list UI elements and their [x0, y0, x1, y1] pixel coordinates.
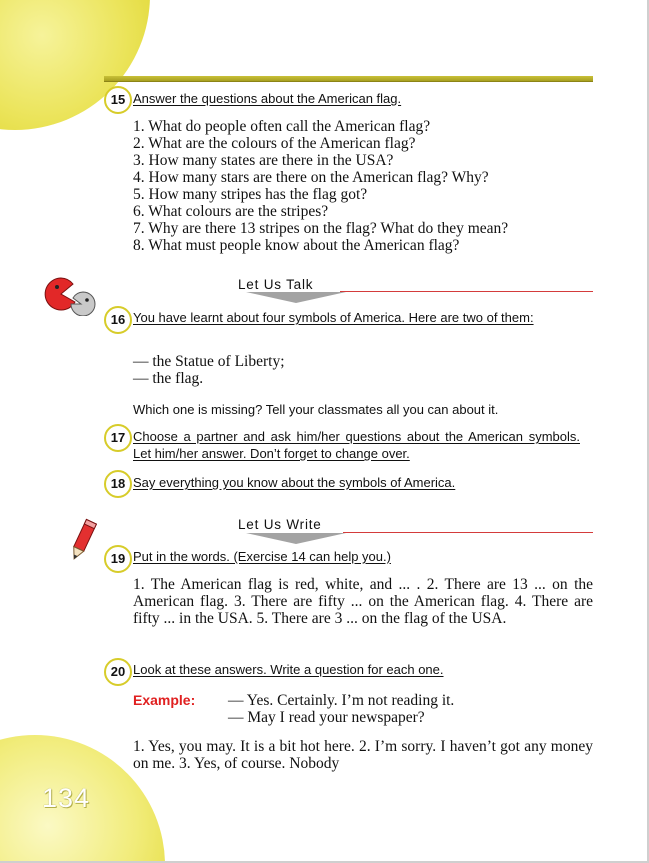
corner-decoration-top [0, 0, 150, 130]
exercise-20-text: 1. Yes, you may. It is a bit hot here. 2. I’m sorry. I haven’t got any money on me. 3. Yes, of course. Nobody [133, 738, 593, 772]
page-number: 134 [42, 783, 91, 813]
example-label: Example: [133, 692, 196, 708]
list-item: — the flag. [133, 370, 204, 387]
exercise-16-instruction: You have learnt about four symbols of America. Here are two of them: [133, 310, 534, 325]
exercise-16-items [133, 353, 285, 387]
question-item: 2. What are the colours of the American flag? [133, 135, 416, 152]
exercise-19-number: 19 [104, 545, 132, 573]
example-lines [228, 692, 454, 726]
exercise-15-questions [133, 118, 508, 254]
question-item: 8. What must people know about the American flag? [133, 237, 460, 254]
section-rule-talk [340, 291, 593, 292]
section-title-talk: Let Us Talk [238, 277, 314, 292]
question-item: 5. How many stripes has the flag got? [133, 186, 368, 203]
exercise-15-number: 15 [104, 86, 132, 114]
talking-heads-icon [43, 276, 99, 316]
exercise-18-instruction: Say everything you know about the symbols of America. [133, 475, 456, 490]
exercise-17-number: 17 [104, 424, 132, 452]
section-title-write: Let Us Write [238, 517, 322, 532]
exercise-19-text: 1. The American flag is red, white, and ... . 2. There are 13 ... on the American flag. 3. There are fifty ... on the American flag. 4. There are fifty ... in the USA. 5. There are 3 ... on the flag of the USA. [133, 576, 593, 627]
question-item: 6. What colours are the stripes? [133, 203, 329, 220]
exercise-17-instruction: Choose a partner and ask him/her questions about the American symbols. Let him/her answer. Don’t forget to change over. [133, 429, 580, 461]
question-item: 7. Why are there 13 stripes on the flag? What do they mean? [133, 220, 509, 237]
section-rule-write [343, 532, 593, 533]
exercise-19-instruction: Put in the words. (Exercise 14 can help you.) [133, 549, 391, 564]
exercise-20-instruction: Look at these answers. Write a question for each one. [133, 662, 444, 677]
exercise-15-instruction: Answer the questions about the American flag. [133, 91, 402, 106]
section-arrow-talk [246, 292, 346, 303]
example-line: — May I read your newspaper? [228, 709, 425, 726]
section-arrow-write [246, 533, 346, 544]
exercise-16-number: 16 [104, 306, 132, 334]
exercise-16-followup: Which one is missing? Tell your classmates all you can about it. [133, 402, 499, 417]
pencil-icon [66, 518, 100, 564]
question-item: 4. How many stars are there on the American flag? Why? [133, 169, 489, 186]
question-item: 1. What do people often call the American flag? [133, 118, 431, 135]
list-item: — the Statue of Liberty; [133, 353, 285, 370]
example-line: — Yes. Certainly. I’m not reading it. [228, 692, 455, 709]
exercise-18-number: 18 [104, 470, 132, 498]
question-item: 3. How many states are there in the USA? [133, 152, 394, 169]
exercise-20-number: 20 [104, 658, 132, 686]
top-rule [104, 76, 593, 82]
